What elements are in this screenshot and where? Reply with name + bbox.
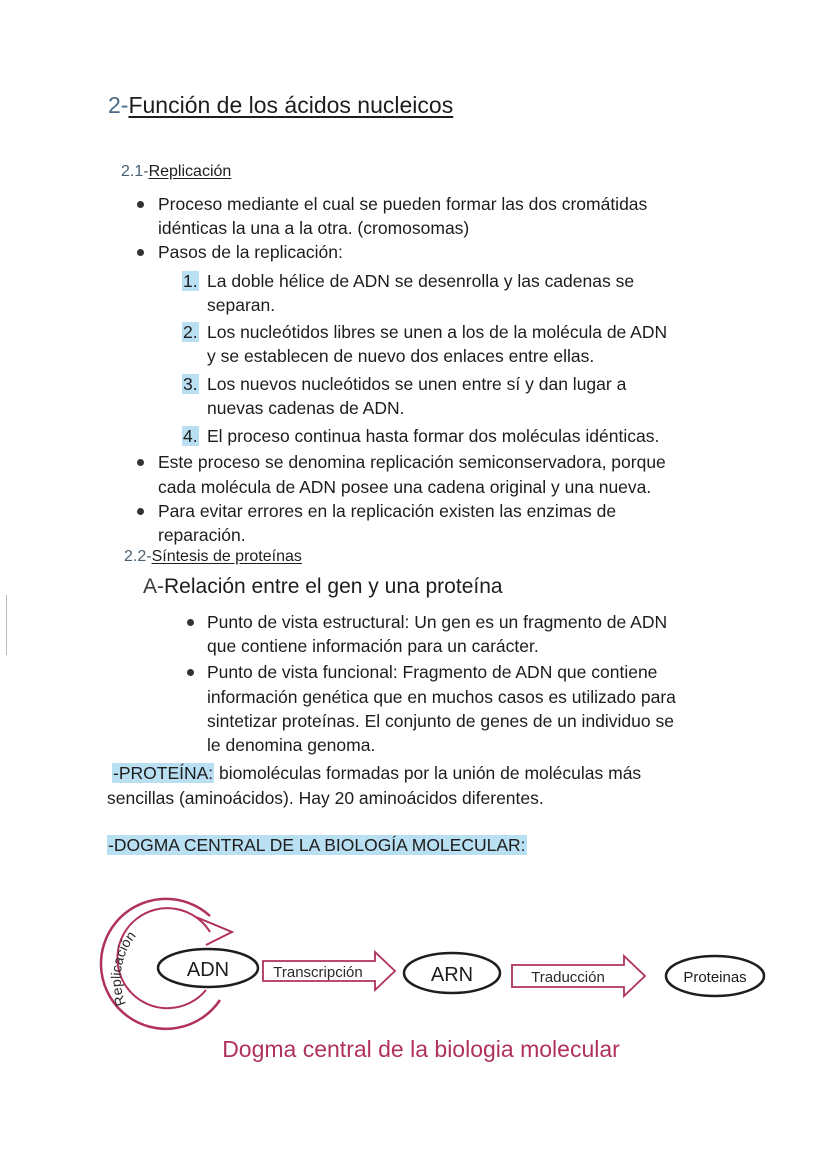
- paragraph-line: reparación.: [158, 525, 246, 545]
- replicacion-label: Replicación: [107, 927, 139, 1009]
- step-number: 3.: [183, 374, 198, 394]
- step-number: 1.: [183, 271, 198, 291]
- paragraph-line: cada molécula de ADN posee una cadena original y una nueva.: [158, 477, 652, 497]
- dogma-heading: -DOGMA CENTRAL DE LA BIOLOGÍA MOLECULAR:: [108, 835, 526, 855]
- section-number: 2.2-: [124, 548, 152, 565]
- step-number: 2.: [183, 322, 198, 342]
- paragraph-line: Pasos de la replicación:: [158, 242, 343, 262]
- proteina-label: -PROTEÍNA:: [113, 763, 214, 783]
- section-title: Replicación: [148, 163, 232, 180]
- proteinas-label: Proteinas: [683, 969, 747, 986]
- step-number: 4.: [183, 426, 198, 446]
- diagram-caption: Dogma central de la biologia molecular: [222, 1036, 620, 1062]
- paragraph-line: Para evitar errores en la replicación existen las enzimas de: [158, 501, 617, 521]
- transcripcion-label: Transcripción: [273, 964, 363, 981]
- step-line: y se establecen de nuevo dos enlaces entre ellas.: [207, 346, 595, 366]
- subheading-letter: A-: [143, 575, 164, 598]
- paragraph-line: que contiene información para un carácter.: [207, 636, 539, 656]
- step-line: Los nucleótidos libres se unen a los de la molécula de ADN: [207, 322, 668, 342]
- paragraph-line: sencillas (aminoácidos). Hay 20 aminoácidos diferentes.: [107, 788, 544, 808]
- step-line: Los nuevos nucleótidos se unen entre sí y dan lugar a: [207, 374, 627, 394]
- step-line: La doble hélice de ADN se desenrolla y las cadenas se: [207, 271, 635, 291]
- subheading-text: Relación entre el gen y una proteína: [164, 575, 503, 598]
- step-line: El proceso continua hasta formar dos moléculas idénticas.: [207, 426, 660, 446]
- paragraph-line: sintetizar proteínas. El conjunto de genes de un individuo se: [207, 711, 674, 731]
- adn-label: ADN: [186, 959, 230, 981]
- paragraph-line: Proceso mediante el cual se pueden formar las dos cromátidas: [158, 194, 648, 214]
- paragraph-line: Este proceso se denomina replicación semiconservadora, porque: [158, 452, 666, 472]
- arn-label: ARN: [430, 964, 474, 986]
- title-number: 2-: [108, 92, 129, 118]
- step-line: separan.: [207, 295, 276, 315]
- paragraph-line: información genética que en muchos casos es utilizado para: [207, 687, 676, 707]
- paragraph-line: idénticas la una a la otra. (cromosomas): [158, 218, 470, 238]
- title-text: Función de los ácidos nucleicos: [128, 92, 454, 118]
- traduccion-label: Traducción: [531, 969, 605, 986]
- paragraph-line: le denomina genoma.: [207, 735, 376, 755]
- step-line: nuevas cadenas de ADN.: [207, 398, 405, 418]
- section-number: 2.1-: [121, 163, 149, 180]
- proteina-text: biomoléculas formadas por la unión de moléculas más: [214, 763, 642, 783]
- paragraph-line: Punto de vista estructural: Un gen es un fragmento de ADN: [207, 612, 668, 632]
- paragraph-line: Punto de vista funcional: Fragmento de ADN que contiene: [207, 662, 658, 682]
- section-title: Síntesis de proteínas: [151, 548, 302, 565]
